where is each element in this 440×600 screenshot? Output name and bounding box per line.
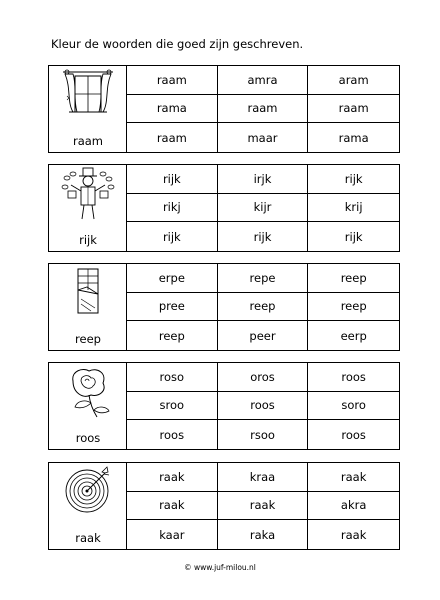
word-options-grid <box>127 66 399 152</box>
word-option[interactable]: krij <box>308 194 399 223</box>
picture-cell <box>49 165 127 251</box>
instruction: Kleur de woorden die goed zijn geschreven. <box>51 37 304 51</box>
word-option[interactable]: aram <box>308 66 399 95</box>
dartboard-icon <box>61 465 115 521</box>
word-option[interactable]: raak <box>340 527 367 542</box>
exercise-block-3 <box>48 263 400 351</box>
word-option[interactable]: rsoo <box>218 420 309 449</box>
word-option[interactable]: raak <box>127 463 218 492</box>
word-option[interactable]: kraa <box>218 463 309 492</box>
word-options-grid <box>127 463 399 549</box>
copyright-footer: © www.juf-milou.nl <box>184 563 256 572</box>
rich-man-with-coins-icon <box>61 167 115 223</box>
word-option[interactable]: raak <box>218 492 309 521</box>
word-option[interactable]: reep <box>308 293 399 322</box>
chocolate-bar-icon <box>61 266 115 322</box>
word-option[interactable]: roos <box>308 363 399 392</box>
target-word: raak <box>75 531 101 545</box>
picture-cell <box>49 463 127 549</box>
rose-icon <box>61 365 115 421</box>
picture-cell <box>49 264 127 350</box>
word-option[interactable]: amra <box>218 66 309 95</box>
word-option[interactable]: roos <box>127 420 218 449</box>
word-option[interactable]: rijk <box>127 165 218 194</box>
word-option[interactable]: reep <box>218 293 309 322</box>
exercise-block-1 <box>48 65 400 153</box>
word-options-grid <box>127 363 399 449</box>
exercise-block-5 <box>48 462 400 550</box>
word-option[interactable]: raak <box>308 463 399 492</box>
word-option[interactable]: rijk <box>344 229 363 244</box>
word-option[interactable]: pree <box>127 293 218 322</box>
word-option[interactable]: akra <box>308 492 399 521</box>
word-option[interactable]: rijk <box>127 222 218 251</box>
word-option[interactable]: maar <box>218 123 309 152</box>
curtained-window-icon <box>61 68 115 124</box>
exercise-block-2 <box>48 164 400 252</box>
exercise-block-4 <box>48 362 400 450</box>
word-option[interactable]: reep <box>308 264 399 293</box>
word-option[interactable]: rama <box>338 130 369 145</box>
word-option[interactable]: rama <box>127 95 218 124</box>
picture-cell <box>49 363 127 449</box>
target-word: rijk <box>79 233 97 247</box>
word-option[interactable]: sroo <box>127 392 218 421</box>
word-option[interactable]: erpe <box>127 264 218 293</box>
word-option[interactable]: kijr <box>218 194 309 223</box>
word-option[interactable]: eerp <box>340 328 367 343</box>
word-option[interactable]: kaar <box>127 520 218 549</box>
word-option[interactable]: soro <box>308 392 399 421</box>
word-option[interactable]: oros <box>218 363 309 392</box>
word-option[interactable]: roos <box>341 427 366 442</box>
target-word: reep <box>75 332 101 346</box>
target-word: raam <box>72 134 104 148</box>
word-option[interactable]: rijk <box>218 222 309 251</box>
word-option[interactable]: raam <box>308 95 399 124</box>
target-word: roos <box>75 431 101 445</box>
picture-cell <box>49 66 127 152</box>
word-option[interactable]: roos <box>218 392 309 421</box>
word-option[interactable]: raak <box>127 492 218 521</box>
word-options-grid <box>127 264 399 350</box>
word-option[interactable]: raam <box>127 123 218 152</box>
word-option[interactable]: peer <box>218 321 309 350</box>
word-option[interactable]: raam <box>127 66 218 95</box>
word-options-grid <box>127 165 399 251</box>
word-option[interactable]: raka <box>218 520 309 549</box>
word-option[interactable]: reep <box>127 321 218 350</box>
word-option[interactable]: irjk <box>218 165 309 194</box>
word-option[interactable]: raam <box>218 95 309 124</box>
word-option[interactable]: repe <box>218 264 309 293</box>
word-option[interactable]: roso <box>127 363 218 392</box>
word-option[interactable]: rijk <box>308 165 399 194</box>
word-option[interactable]: rikj <box>127 194 218 223</box>
